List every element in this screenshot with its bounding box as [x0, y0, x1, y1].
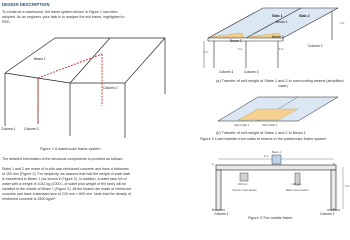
fig2a-column-2-label: Column 2	[308, 44, 323, 48]
fig3-column-section-label: Column cross section	[232, 189, 257, 192]
fig2a-column-1-label: Column 1	[219, 70, 234, 74]
fig1-column-2-label: Column 2	[103, 86, 118, 90]
fig3-dim-6m: 6 m	[264, 155, 269, 158]
fig2a-beam-2-label: Beam 2	[230, 39, 242, 43]
body-line: of 150 mm (Figure 2). For simplicity, we assume that half the weight of each slab	[2, 172, 130, 176]
intro-line: To construct a warehouse, the frame system shown in Figure 1 has been	[2, 10, 118, 14]
fig2a-dim-6m-left: 6 m	[204, 51, 209, 54]
fig2a-slab-2-label: Slab 2	[299, 14, 310, 18]
fig2a-beam-3-label: Beam 3	[272, 35, 284, 39]
detail-intro: The detailed information of the structural components is provided as follows:	[2, 157, 124, 161]
fig1-column-1-label: Column 1	[1, 127, 16, 131]
fig3-label-c: C	[212, 208, 214, 211]
fig2a-column-3-label: Column 3	[244, 70, 259, 74]
fig3-dim-3m: 3 m	[345, 185, 350, 188]
fig1-beam-label: Beam 1	[34, 57, 46, 61]
section-heading: DESIGN DESCRIPTION	[2, 2, 50, 7]
fig3-column-size: 300 mm	[238, 183, 248, 186]
fig3-column-2-label: Column 2	[320, 212, 335, 216]
intro-line: adopted. As an engineer, your task is to analyse the mid frame, highlighted in	[2, 15, 125, 19]
figure-2a-caption	[216, 79, 350, 89]
body-line: concrete and have a standard size of 225 mm × 600 mm. Note that the density of	[2, 192, 131, 196]
fig2a-dim-5m: 5 m	[238, 48, 243, 51]
fig3-label-d: D	[333, 208, 335, 211]
figure-3-caption: Figure 3 The middle frame	[248, 216, 293, 220]
body-line: reinforced concrete is 2500 kg/m³.	[2, 197, 57, 201]
fig2a-slab-1-label: Slab 1	[272, 14, 283, 18]
figure-1-caption: Figure 1 A warehouse frame system	[40, 147, 101, 151]
caption-line: case)	[278, 84, 288, 88]
fig2a-dim-3m: 3 m	[340, 22, 345, 25]
body-line: is transferred to Beam 1 (as shown in Figure 2). In addition, a water tank full of	[2, 177, 127, 181]
fig1-column-3-label: Column 3	[24, 127, 39, 131]
fig2b-half-slab-2: Half of slab 2	[262, 124, 278, 127]
fig3-beam-label: Beam 1	[272, 151, 281, 154]
fig2a-beam-1-label: Beam 1	[276, 20, 288, 24]
body-line: Slabs 1 and 2 are made of in-situ cast reinforced concrete and have a thickness	[2, 167, 129, 171]
caption-line: (a) Transfer of self-weight of Slabs 1 and 2 to surrounding beams (simplified	[216, 79, 344, 83]
fig3-beam-section-label: Beam cross section	[286, 189, 309, 192]
fig3-label-a: A	[212, 163, 214, 166]
body-line: installed in the middle of Beam 1 (Figure 2). All the beams are made of reinforced	[2, 187, 132, 191]
figure-3-middle-frame	[200, 147, 350, 217]
intro-paragraph	[2, 10, 174, 25]
fig3-beam-size: 225 mm	[292, 183, 302, 186]
body-line: water with a weight of 1042 kg (1000 L of water plus weight of the tank) will be	[2, 182, 127, 186]
fig3-label-b: B	[333, 163, 335, 166]
fig3-column-1-label: Column 1	[214, 212, 229, 216]
figure-2b-caption: (b) Transfer of self-weight of Slabs 1 and 2 to Beam 1	[216, 131, 306, 135]
fig2b-half-slab-1: Half of slab 1	[234, 124, 250, 127]
fig2a-dim-6m-mid: 6 m	[279, 48, 284, 51]
intro-line: RED.	[2, 20, 11, 24]
figure-2-title: Figure 2 Load transfer from slabs to beams in the warehouse frame system	[200, 137, 327, 141]
body-paragraph	[2, 167, 176, 202]
